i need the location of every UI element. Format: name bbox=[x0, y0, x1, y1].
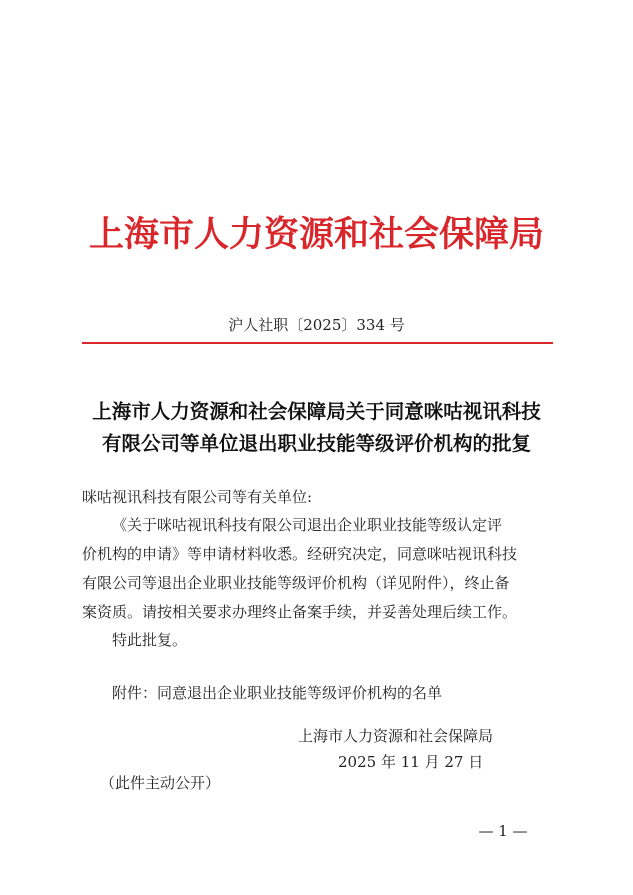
paragraph-line: 《关于咪咕视讯科技有限公司退出企业职业技能等级认定评 bbox=[112, 516, 503, 534]
signature-block bbox=[290, 723, 530, 775]
paragraph-line: 案资质。请按相关要求办理终止备案手续，并妥善处理后续工作。 bbox=[82, 603, 518, 621]
page-number: — 1 — bbox=[478, 822, 528, 840]
title-line-1: 上海市人力资源和社会保障局关于同意咪咕视讯科技 bbox=[92, 400, 541, 423]
body-paragraph bbox=[82, 511, 562, 627]
paragraph-line: 有限公司等退出企业职业技能等级评价机构（详见附件），终止备 bbox=[82, 574, 510, 592]
title-line-2: 有限公司等单位退出职业技能等级评价机构的批复 bbox=[101, 432, 531, 455]
document-title bbox=[60, 396, 573, 460]
signature-date: 2025 年 11 月 27 日 bbox=[338, 753, 484, 771]
red-divider-line bbox=[82, 342, 553, 344]
salutation: 咪咕视讯科技有限公司等有关单位: bbox=[82, 488, 313, 506]
document-number: 沪人社职〔2025〕334 号 bbox=[228, 316, 405, 334]
paragraph-line: 价机构的申请》等申请材料收悉。经研究决定，同意咪咕视讯科技 bbox=[82, 545, 518, 563]
closing-remark: 特此批复。 bbox=[112, 631, 188, 649]
issuer-masthead: 上海市人力资源和社会保障局 bbox=[88, 214, 544, 255]
signature-organization: 上海市人力资源和社会保障局 bbox=[298, 727, 494, 745]
publicity-note: （此件主动公开） bbox=[100, 774, 221, 792]
attachment-note: 附件：同意退出企业职业技能等级评价机构的名单 bbox=[112, 684, 443, 702]
